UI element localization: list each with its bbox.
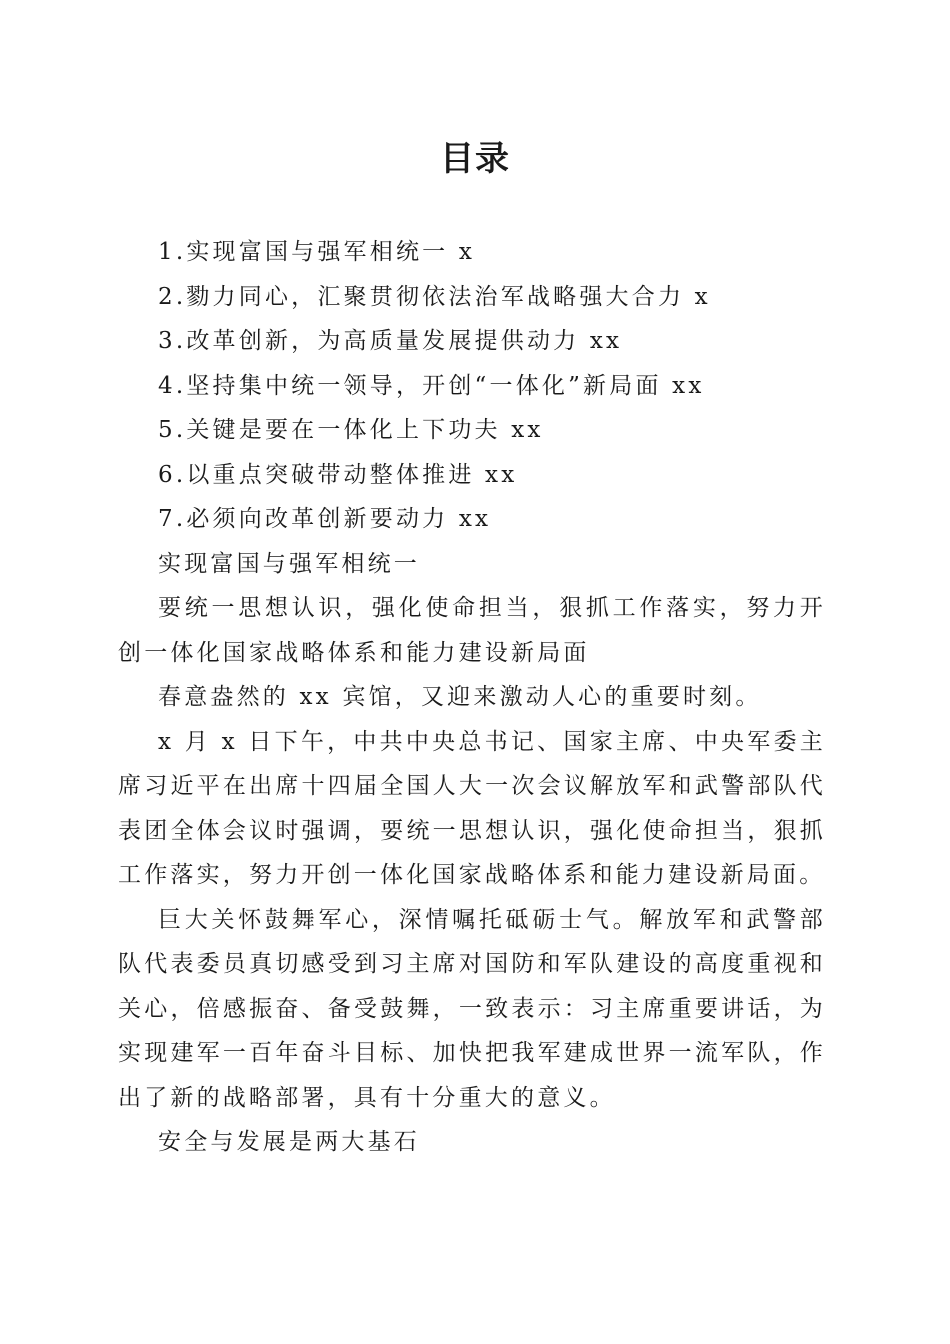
table-of-contents: [118, 230, 826, 542]
section-heading: 实现富国与强军相统一: [158, 550, 420, 577]
toc-item-5: 5.关键是要在一体化上下功夫 xx: [158, 417, 544, 443]
body-paragraph-1: 春意盎然的 xx 宾馆，又迎来激动人心的重要时刻。: [158, 684, 762, 710]
section-subtitle: 要统一思想认识，强化使命担当，狠抓工作落实，努力开创一体化国家战略体系和能力建设新局面: [118, 595, 826, 666]
page-title: 目录: [440, 139, 510, 179]
toc-item-4: 4.坚持集中统一领导，开创“一体化”新局面 xx: [158, 372, 705, 399]
body-paragraph-2: x 月 x 日下午，中共中央总书记、国家主席、中央军委主席习近平在出席十四届全国人大一次会议解放军和武警部队代表团全体会议时强调，要统一思想认识，强化使命担当，狠抓工作落实，努力开创一体化国家战略体系和能力建设新局面。: [118, 728, 826, 888]
document-body: [118, 230, 826, 1165]
toc-item-3: 3.改革创新，为高质量发展提供动力 xx: [158, 328, 623, 354]
body-paragraph-3: 巨大关怀鼓舞军心，深情嘱托砥砺士气。解放军和武警部队代表委员真切感受到习主席对国防和军队建设的高度重视和关心，倍感振奋、备受鼓舞，一致表示：习主席重要讲话，为实现建军一百年奋斗目标、加快把我军建成世界一流军队，作出了新的战略部署，具有十分重大的意义。: [118, 906, 826, 1111]
toc-item-1: 1.实现富国与强军相统一 x: [158, 239, 476, 265]
closing-heading: 安全与发展是两大基石: [158, 1129, 420, 1155]
toc-item-2: 2.勠力同心，汇聚贯彻依法治军战略强大合力 x: [158, 283, 711, 310]
toc-item-6: 6.以重点突破带动整体推进 xx: [158, 461, 518, 488]
toc-item-7: 7.必须向改革创新要动力 xx: [158, 506, 492, 532]
